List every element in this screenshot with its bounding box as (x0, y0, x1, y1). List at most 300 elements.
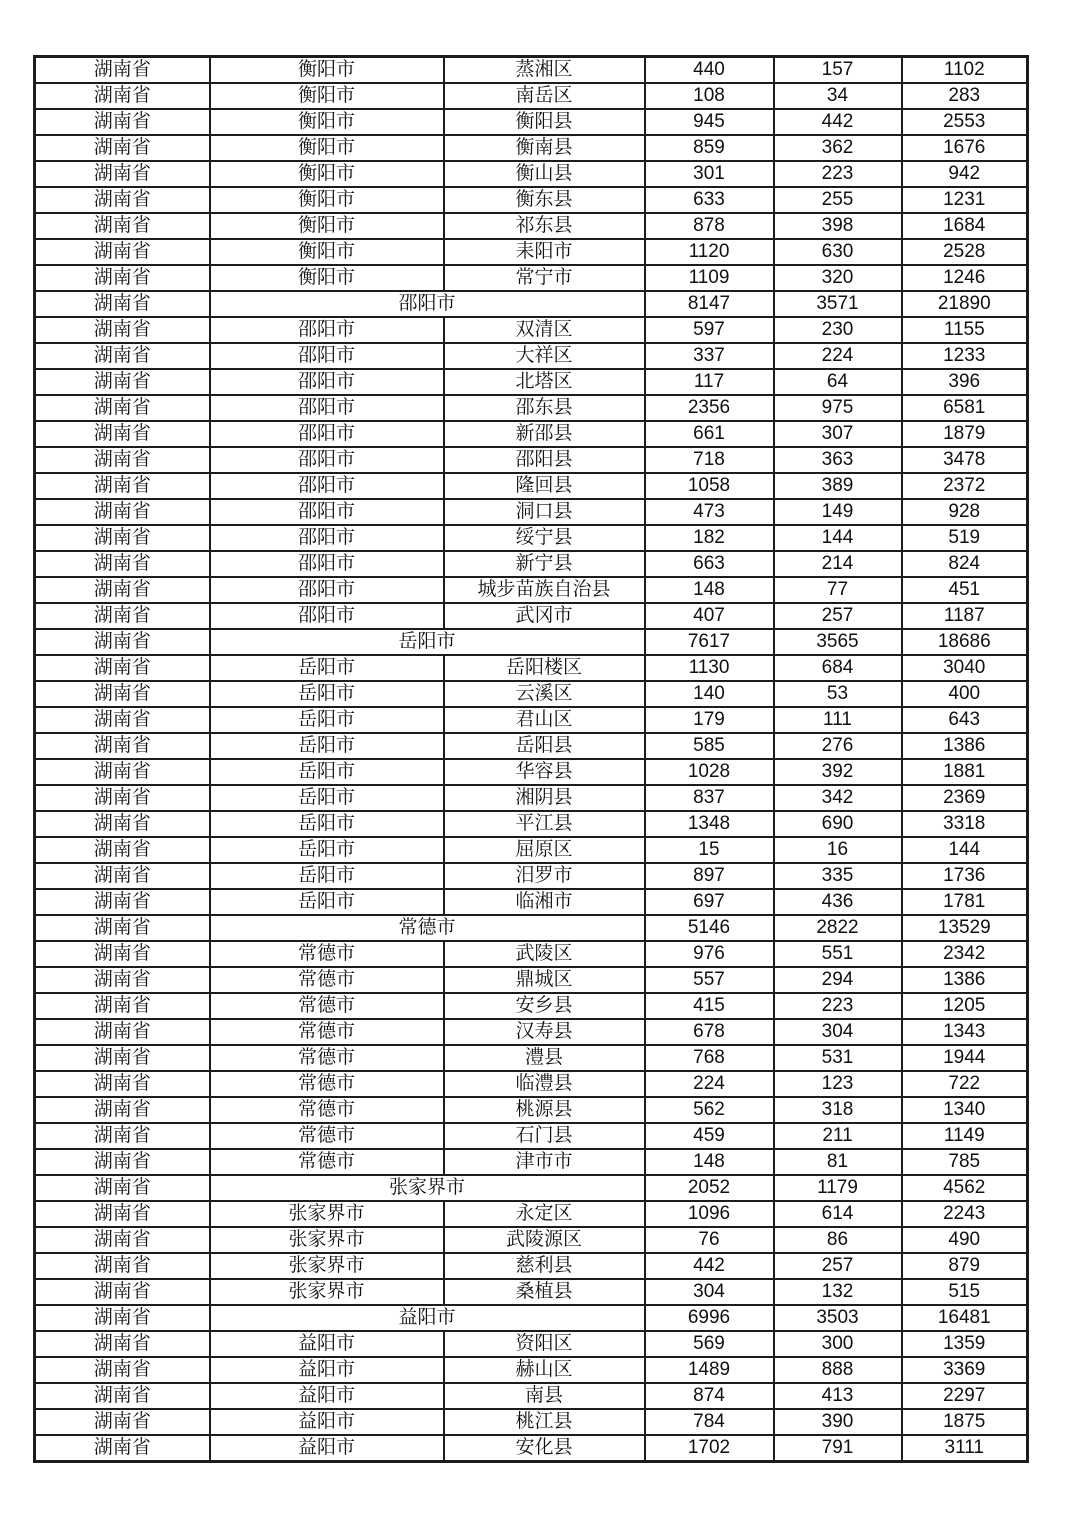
cell-province: 湖南省 (35, 1123, 210, 1149)
cell-value-3: 2342 (902, 941, 1028, 967)
cell-province: 湖南省 (35, 733, 210, 759)
cell-value-2: 64 (774, 369, 902, 395)
cell-province: 湖南省 (35, 369, 210, 395)
cell-province: 湖南省 (35, 473, 210, 499)
table-row (35, 577, 1028, 603)
cell-value-1: 784 (645, 1409, 774, 1435)
table-row (35, 447, 1028, 473)
cell-value-1: 859 (645, 135, 774, 161)
cell-city: 岳阳市 (210, 863, 444, 889)
cell-city: 邵阳市 (210, 473, 444, 499)
cell-city: 常德市 (210, 967, 444, 993)
table-row (35, 369, 1028, 395)
cell-value-1: 678 (645, 1019, 774, 1045)
cell-value-2: 307 (774, 421, 902, 447)
cell-value-2: 257 (774, 603, 902, 629)
cell-value-2: 2822 (774, 915, 902, 941)
cell-value-1: 569 (645, 1331, 774, 1357)
cell-district: 永定区 (444, 1201, 645, 1227)
cell-province: 湖南省 (35, 239, 210, 265)
cell-value-1: 1109 (645, 265, 774, 291)
cell-value-1: 945 (645, 109, 774, 135)
cell-value-1: 597 (645, 317, 774, 343)
cell-city: 邵阳市 (210, 421, 444, 447)
cell-city: 岳阳市 (210, 837, 444, 863)
cell-province: 湖南省 (35, 967, 210, 993)
cell-city: 岳阳市 (210, 811, 444, 837)
cell-value-3: 1879 (902, 421, 1028, 447)
cell-value-3: 144 (902, 837, 1028, 863)
cell-value-2: 53 (774, 681, 902, 707)
table-row (35, 1253, 1028, 1279)
cell-value-1: 301 (645, 161, 774, 187)
cell-province: 湖南省 (35, 1019, 210, 1045)
cell-value-3: 1875 (902, 1409, 1028, 1435)
cell-province: 湖南省 (35, 1253, 210, 1279)
cell-value-2: 3571 (774, 291, 902, 317)
cell-value-1: 697 (645, 889, 774, 915)
table-row (35, 889, 1028, 915)
cell-district: 君山区 (444, 707, 645, 733)
cell-value-1: 182 (645, 525, 774, 551)
cell-district: 衡南县 (444, 135, 645, 161)
cell-district: 南县 (444, 1383, 645, 1409)
cell-value-2: 16 (774, 837, 902, 863)
cell-value-2: 436 (774, 889, 902, 915)
cell-district: 武陵源区 (444, 1227, 645, 1253)
cell-city: 邵阳市 (210, 395, 444, 421)
cell-city: 常德市 (210, 941, 444, 967)
cell-district: 蒸湘区 (444, 57, 645, 84)
table-row (35, 1435, 1028, 1462)
table-row (35, 785, 1028, 811)
cell-district: 屈原区 (444, 837, 645, 863)
cell-province: 湖南省 (35, 577, 210, 603)
cell-value-2: 335 (774, 863, 902, 889)
cell-district: 慈利县 (444, 1253, 645, 1279)
cell-value-3: 490 (902, 1227, 1028, 1253)
cell-province: 湖南省 (35, 811, 210, 837)
cell-value-2: 614 (774, 1201, 902, 1227)
table-row (35, 655, 1028, 681)
cell-value-3: 400 (902, 681, 1028, 707)
cell-province: 湖南省 (35, 837, 210, 863)
cell-value-2: 363 (774, 447, 902, 473)
cell-province: 湖南省 (35, 447, 210, 473)
cell-value-2: 149 (774, 499, 902, 525)
cell-province: 湖南省 (35, 1071, 210, 1097)
cell-value-1: 768 (645, 1045, 774, 1071)
cell-district: 平江县 (444, 811, 645, 837)
region-statistics-table (33, 55, 1029, 1463)
cell-value-1: 878 (645, 213, 774, 239)
cell-province: 湖南省 (35, 1409, 210, 1435)
cell-city: 衡阳市 (210, 161, 444, 187)
cell-province: 湖南省 (35, 395, 210, 421)
cell-province: 湖南省 (35, 161, 210, 187)
cell-province: 湖南省 (35, 759, 210, 785)
cell-value-3: 451 (902, 577, 1028, 603)
cell-value-1: 663 (645, 551, 774, 577)
cell-province: 湖南省 (35, 551, 210, 577)
table-row (35, 239, 1028, 265)
cell-value-3: 16481 (902, 1305, 1028, 1331)
cell-city: 张家界市 (210, 1279, 444, 1305)
cell-value-2: 223 (774, 993, 902, 1019)
cell-value-3: 515 (902, 1279, 1028, 1305)
cell-city: 益阳市 (210, 1435, 444, 1462)
cell-value-1: 897 (645, 863, 774, 889)
cell-value-2: 320 (774, 265, 902, 291)
cell-province: 湖南省 (35, 421, 210, 447)
cell-province: 湖南省 (35, 265, 210, 291)
table-row (35, 57, 1028, 84)
cell-value-3: 1359 (902, 1331, 1028, 1357)
cell-city: 益阳市 (210, 1331, 444, 1357)
table-row (35, 473, 1028, 499)
cell-value-2: 86 (774, 1227, 902, 1253)
cell-value-1: 76 (645, 1227, 774, 1253)
table-row (35, 265, 1028, 291)
table-row (35, 161, 1028, 187)
cell-value-2: 630 (774, 239, 902, 265)
cell-district: 大祥区 (444, 343, 645, 369)
cell-district: 衡阳县 (444, 109, 645, 135)
cell-value-1: 562 (645, 1097, 774, 1123)
cell-value-3: 4562 (902, 1175, 1028, 1201)
cell-district: 津市市 (444, 1149, 645, 1175)
cell-value-2: 223 (774, 161, 902, 187)
cell-value-3: 2369 (902, 785, 1028, 811)
cell-value-1: 1130 (645, 655, 774, 681)
cell-district: 武冈市 (444, 603, 645, 629)
cell-province: 湖南省 (35, 655, 210, 681)
cell-value-2: 157 (774, 57, 902, 84)
cell-province: 湖南省 (35, 707, 210, 733)
cell-value-3: 1231 (902, 187, 1028, 213)
cell-city: 衡阳市 (210, 187, 444, 213)
cell-city: 常德市 (210, 1019, 444, 1045)
cell-value-3: 1781 (902, 889, 1028, 915)
cell-district: 武陵区 (444, 941, 645, 967)
cell-city: 益阳市 (210, 1409, 444, 1435)
cell-value-3: 6581 (902, 395, 1028, 421)
cell-province: 湖南省 (35, 1149, 210, 1175)
cell-district: 赫山区 (444, 1357, 645, 1383)
cell-city: 常德市 (210, 1149, 444, 1175)
cell-province: 湖南省 (35, 1357, 210, 1383)
table-row (35, 759, 1028, 785)
cell-value-2: 300 (774, 1331, 902, 1357)
cell-value-3: 942 (902, 161, 1028, 187)
cell-city: 邵阳市 (210, 603, 444, 629)
cell-province: 湖南省 (35, 317, 210, 343)
cell-district: 隆回县 (444, 473, 645, 499)
table-row (35, 83, 1028, 109)
cell-value-2: 398 (774, 213, 902, 239)
cell-value-2: 144 (774, 525, 902, 551)
table-row (35, 681, 1028, 707)
cell-value-2: 318 (774, 1097, 902, 1123)
cell-district: 南岳区 (444, 83, 645, 109)
cell-city: 益阳市 (210, 1357, 444, 1383)
cell-district: 安乡县 (444, 993, 645, 1019)
table-row (35, 499, 1028, 525)
cell-value-2: 3503 (774, 1305, 902, 1331)
cell-value-1: 1348 (645, 811, 774, 837)
table-row (35, 1071, 1028, 1097)
cell-district: 桑植县 (444, 1279, 645, 1305)
cell-province: 湖南省 (35, 1331, 210, 1357)
cell-value-3: 1233 (902, 343, 1028, 369)
cell-value-1: 407 (645, 603, 774, 629)
cell-province: 湖南省 (35, 499, 210, 525)
table-row (35, 421, 1028, 447)
cell-value-2: 442 (774, 109, 902, 135)
cell-district: 衡山县 (444, 161, 645, 187)
table-row (35, 811, 1028, 837)
cell-city: 邵阳市 (210, 343, 444, 369)
cell-province: 湖南省 (35, 1383, 210, 1409)
cell-city: 常德市 (210, 1123, 444, 1149)
cell-city-merged: 张家界市 (210, 1175, 645, 1201)
cell-value-1: 718 (645, 447, 774, 473)
cell-province: 湖南省 (35, 941, 210, 967)
cell-district: 北塔区 (444, 369, 645, 395)
cell-city: 邵阳市 (210, 447, 444, 473)
cell-province: 湖南省 (35, 1097, 210, 1123)
cell-value-2: 791 (774, 1435, 902, 1462)
cell-value-1: 7617 (645, 629, 774, 655)
cell-value-1: 1120 (645, 239, 774, 265)
cell-value-1: 2052 (645, 1175, 774, 1201)
cell-value-3: 1881 (902, 759, 1028, 785)
cell-value-1: 442 (645, 1253, 774, 1279)
cell-value-1: 148 (645, 1149, 774, 1175)
cell-province: 湖南省 (35, 57, 210, 84)
cell-city: 岳阳市 (210, 655, 444, 681)
cell-value-3: 396 (902, 369, 1028, 395)
cell-district: 岳阳楼区 (444, 655, 645, 681)
cell-district: 城步苗族自治县 (444, 577, 645, 603)
cell-city: 衡阳市 (210, 83, 444, 109)
table-row (35, 187, 1028, 213)
cell-city: 常德市 (210, 1097, 444, 1123)
cell-value-2: 257 (774, 1253, 902, 1279)
cell-value-2: 34 (774, 83, 902, 109)
cell-district: 双清区 (444, 317, 645, 343)
cell-district: 岳阳县 (444, 733, 645, 759)
cell-value-3: 928 (902, 499, 1028, 525)
cell-city: 常德市 (210, 993, 444, 1019)
cell-value-3: 643 (902, 707, 1028, 733)
cell-value-1: 837 (645, 785, 774, 811)
cell-city-merged: 益阳市 (210, 1305, 645, 1331)
cell-value-3: 18686 (902, 629, 1028, 655)
table-row (35, 733, 1028, 759)
cell-city: 邵阳市 (210, 499, 444, 525)
cell-value-1: 1028 (645, 759, 774, 785)
cell-value-1: 415 (645, 993, 774, 1019)
cell-city: 常德市 (210, 1045, 444, 1071)
cell-value-1: 1702 (645, 1435, 774, 1462)
cell-value-1: 304 (645, 1279, 774, 1305)
cell-city: 衡阳市 (210, 213, 444, 239)
table-row (35, 603, 1028, 629)
cell-value-3: 13529 (902, 915, 1028, 941)
cell-value-1: 140 (645, 681, 774, 707)
table-row (35, 551, 1028, 577)
cell-city: 衡阳市 (210, 57, 444, 84)
table-row (35, 941, 1028, 967)
cell-province: 湖南省 (35, 1435, 210, 1462)
cell-province: 湖南省 (35, 681, 210, 707)
cell-value-2: 123 (774, 1071, 902, 1097)
table-row-city-subtotal (35, 1175, 1028, 1201)
cell-city: 邵阳市 (210, 317, 444, 343)
table-row (35, 343, 1028, 369)
cell-value-2: 276 (774, 733, 902, 759)
cell-value-2: 390 (774, 1409, 902, 1435)
cell-value-2: 392 (774, 759, 902, 785)
cell-value-2: 81 (774, 1149, 902, 1175)
cell-value-3: 1155 (902, 317, 1028, 343)
cell-value-2: 690 (774, 811, 902, 837)
cell-district: 汉寿县 (444, 1019, 645, 1045)
cell-province: 湖南省 (35, 889, 210, 915)
cell-value-1: 2356 (645, 395, 774, 421)
table-row (35, 1331, 1028, 1357)
cell-value-1: 179 (645, 707, 774, 733)
cell-province: 湖南省 (35, 291, 210, 317)
cell-province: 湖南省 (35, 603, 210, 629)
cell-value-2: 132 (774, 1279, 902, 1305)
cell-value-3: 1386 (902, 967, 1028, 993)
cell-district: 耒阳市 (444, 239, 645, 265)
table-row (35, 1409, 1028, 1435)
cell-city: 衡阳市 (210, 265, 444, 291)
cell-value-1: 874 (645, 1383, 774, 1409)
cell-value-3: 1187 (902, 603, 1028, 629)
cell-value-1: 108 (645, 83, 774, 109)
table-row (35, 109, 1028, 135)
cell-value-3: 2372 (902, 473, 1028, 499)
cell-city: 张家界市 (210, 1201, 444, 1227)
cell-value-3: 824 (902, 551, 1028, 577)
cell-district: 临湘市 (444, 889, 645, 915)
cell-value-1: 337 (645, 343, 774, 369)
cell-value-2: 389 (774, 473, 902, 499)
cell-value-3: 1102 (902, 57, 1028, 84)
table-row (35, 967, 1028, 993)
cell-value-2: 304 (774, 1019, 902, 1045)
cell-value-3: 785 (902, 1149, 1028, 1175)
cell-value-1: 661 (645, 421, 774, 447)
cell-district: 汨罗市 (444, 863, 645, 889)
cell-value-3: 519 (902, 525, 1028, 551)
cell-value-1: 6996 (645, 1305, 774, 1331)
cell-value-3: 1944 (902, 1045, 1028, 1071)
table-row (35, 1357, 1028, 1383)
cell-value-3: 1205 (902, 993, 1028, 1019)
table-row (35, 1279, 1028, 1305)
cell-city: 邵阳市 (210, 577, 444, 603)
cell-city: 岳阳市 (210, 889, 444, 915)
cell-value-1: 976 (645, 941, 774, 967)
cell-value-3: 3369 (902, 1357, 1028, 1383)
cell-value-3: 3040 (902, 655, 1028, 681)
cell-value-2: 1179 (774, 1175, 902, 1201)
cell-value-2: 362 (774, 135, 902, 161)
cell-value-2: 255 (774, 187, 902, 213)
cell-city: 邵阳市 (210, 551, 444, 577)
cell-district: 新宁县 (444, 551, 645, 577)
cell-city: 岳阳市 (210, 785, 444, 811)
cell-value-2: 77 (774, 577, 902, 603)
table-row (35, 213, 1028, 239)
cell-value-1: 459 (645, 1123, 774, 1149)
table-row-city-subtotal (35, 629, 1028, 655)
cell-value-3: 3111 (902, 1435, 1028, 1462)
cell-district: 邵东县 (444, 395, 645, 421)
cell-value-1: 15 (645, 837, 774, 863)
cell-district: 祁东县 (444, 213, 645, 239)
cell-value-3: 2297 (902, 1383, 1028, 1409)
cell-value-1: 585 (645, 733, 774, 759)
cell-province: 湖南省 (35, 863, 210, 889)
cell-value-2: 294 (774, 967, 902, 993)
table-row (35, 993, 1028, 1019)
cell-value-1: 1096 (645, 1201, 774, 1227)
cell-city: 岳阳市 (210, 733, 444, 759)
cell-value-1: 473 (645, 499, 774, 525)
table-row (35, 1019, 1028, 1045)
cell-value-1: 1058 (645, 473, 774, 499)
cell-city: 张家界市 (210, 1227, 444, 1253)
cell-value-2: 214 (774, 551, 902, 577)
cell-province: 湖南省 (35, 343, 210, 369)
cell-value-3: 3478 (902, 447, 1028, 473)
cell-value-3: 1149 (902, 1123, 1028, 1149)
table-row (35, 1227, 1028, 1253)
cell-province: 湖南省 (35, 1279, 210, 1305)
table-row-city-subtotal (35, 1305, 1028, 1331)
cell-value-3: 2243 (902, 1201, 1028, 1227)
cell-province: 湖南省 (35, 213, 210, 239)
cell-value-1: 117 (645, 369, 774, 395)
table-row-city-subtotal (35, 291, 1028, 317)
table-row (35, 1123, 1028, 1149)
cell-district: 澧县 (444, 1045, 645, 1071)
cell-city: 益阳市 (210, 1383, 444, 1409)
table-row (35, 1045, 1028, 1071)
cell-district: 衡东县 (444, 187, 645, 213)
cell-value-1: 633 (645, 187, 774, 213)
cell-province: 湖南省 (35, 1201, 210, 1227)
cell-value-3: 1684 (902, 213, 1028, 239)
cell-province: 湖南省 (35, 109, 210, 135)
cell-value-2: 531 (774, 1045, 902, 1071)
cell-district: 湘阴县 (444, 785, 645, 811)
cell-value-3: 1340 (902, 1097, 1028, 1123)
table-row (35, 1149, 1028, 1175)
cell-value-1: 5146 (645, 915, 774, 941)
cell-district: 华容县 (444, 759, 645, 785)
table-row (35, 707, 1028, 733)
cell-value-1: 8147 (645, 291, 774, 317)
cell-value-2: 342 (774, 785, 902, 811)
cell-district: 石门县 (444, 1123, 645, 1149)
